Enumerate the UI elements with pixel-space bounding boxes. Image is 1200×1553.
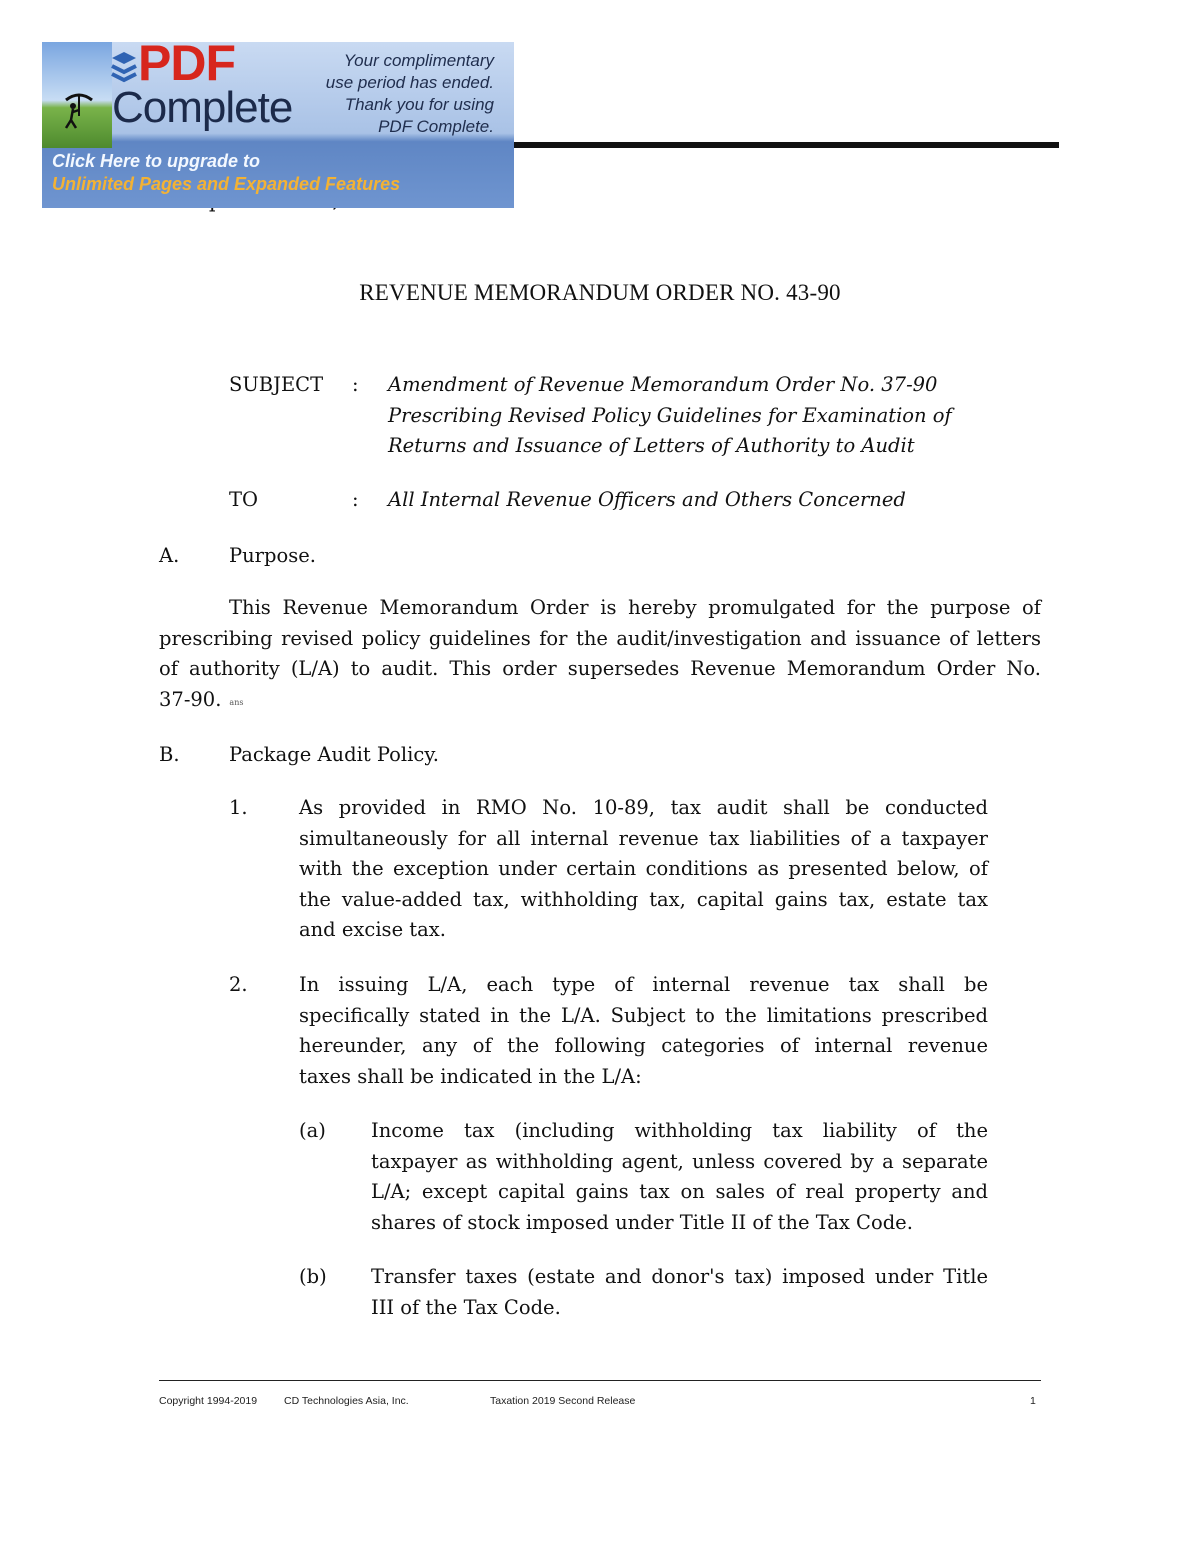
- jumping-person-icon: [62, 90, 96, 134]
- list-item-line: taxes shall be indicated in the L/A:: [299, 1064, 642, 1088]
- banner-message-line: use period has ended.: [325, 73, 494, 92]
- page-title: REVENUE MEMORANDUM ORDER NO. 43-90: [359, 280, 841, 305]
- to-text: All Internal Revenue Officers and Others Concerned: [388, 488, 906, 511]
- banner-message-line: PDF Complete.: [378, 117, 494, 136]
- section-a-letter: A.: [159, 544, 180, 567]
- sub-item-line: Income tax (including withholding tax liability of the: [371, 1119, 988, 1142]
- section-b-letter: B.: [159, 743, 180, 766]
- subject-label: SUBJECT: [229, 373, 324, 396]
- banner-message-line: Your complimentary: [343, 51, 494, 70]
- list-item-number: 1.: [229, 796, 248, 819]
- list-item-line: As provided in RMO No. 10-89, tax audit shall be conducted: [299, 796, 988, 819]
- subject-line: Prescribing Revised Policy Guidelines for Examination of: [388, 403, 952, 427]
- sub-item-line: shares of stock imposed under Title II of the Tax Code.: [371, 1210, 913, 1234]
- pdf-logo-icon: [108, 48, 140, 88]
- list-item-line: the value-added tax, withholding tax, capital gains tax, estate tax: [299, 887, 988, 911]
- list-item-line: simultaneously for all internal revenue tax liabilities of a taxpayer: [299, 826, 988, 850]
- subject-line: Amendment of Revenue Memorandum Order No. 37-90: [388, 373, 938, 396]
- subject-line: Returns and Issuance of Letters of Authority to Audit: [388, 434, 915, 457]
- sub-item-line: taxpayer as withholding agent, unless covered by a separate: [371, 1149, 988, 1173]
- to-label: TO: [229, 488, 258, 511]
- section-a-title: Purpose.: [229, 544, 316, 567]
- list-item: [299, 793, 988, 946]
- upgrade-link-line1[interactable]: Click Here to upgrade to: [52, 151, 261, 171]
- list-item-line: with the exception under certain conditions as presented below, of: [299, 857, 988, 880]
- subject-colon: :: [352, 373, 359, 396]
- paragraph-line-last: [159, 685, 1041, 719]
- sub-item-line: Transfer taxes (estate and donor's tax) imposed under Title: [371, 1265, 988, 1288]
- margin-mark: ans: [229, 697, 244, 707]
- footer-company: CD Technologies Asia, Inc.: [284, 1395, 409, 1407]
- list-item-line: hereunder, any of the following categories of internal revenue: [299, 1034, 988, 1057]
- page-number: 1: [1030, 1395, 1036, 1407]
- list-item-line: and excise tax.: [299, 918, 446, 941]
- paragraph-line: 37-90.: [159, 687, 222, 711]
- banner-pdf-logo: PDF: [138, 42, 235, 91]
- footer-rule: [159, 1380, 1041, 1381]
- footer-copyright: Copyright 1994-2019: [159, 1395, 258, 1407]
- paragraph-line: prescribing revised policy guidelines for the audit/investigation and issuance of letters: [159, 626, 1041, 650]
- list-item-line: specifically stated in the L/A. Subject to the limitations prescribed: [299, 1003, 988, 1027]
- banner-message-line: Thank you for using: [344, 95, 494, 114]
- section-a-paragraph: [159, 593, 1041, 718]
- sub-item-line: III of the Tax Code.: [371, 1295, 561, 1319]
- banner-message: [284, 50, 494, 138]
- list-item: [299, 970, 988, 1092]
- footer-release: Taxation 2019 Second Release: [490, 1395, 636, 1407]
- paragraph-line: of authority (L/A) to audit. This order supersedes Revenue Memorandum Order No.: [159, 657, 1041, 680]
- sub-item-letter: (a): [299, 1119, 326, 1142]
- list-item-line: In issuing L/A, each type of internal revenue tax shall be: [299, 973, 988, 996]
- sub-item: [371, 1262, 988, 1323]
- sub-item: [371, 1116, 988, 1238]
- list-item-number: 2.: [229, 973, 248, 996]
- section-b-title: Package Audit Policy.: [229, 743, 439, 766]
- paragraph-line: This Revenue Memorandum Order is hereby promulgated for the purpose of: [229, 596, 1041, 619]
- upgrade-link[interactable]: [52, 150, 400, 196]
- banner-complete-logo: Complete: [112, 83, 293, 132]
- upgrade-banner[interactable]: [42, 42, 514, 208]
- sub-item-line: L/A; except capital gains tax on sales of real property and: [371, 1180, 988, 1203]
- to-colon: :: [352, 488, 359, 511]
- header-rule: [514, 142, 1059, 148]
- sub-item-letter: (b): [299, 1265, 327, 1288]
- upgrade-link-line2[interactable]: Unlimited Pages and Expanded Features: [52, 174, 401, 194]
- subject-text: [388, 370, 1008, 462]
